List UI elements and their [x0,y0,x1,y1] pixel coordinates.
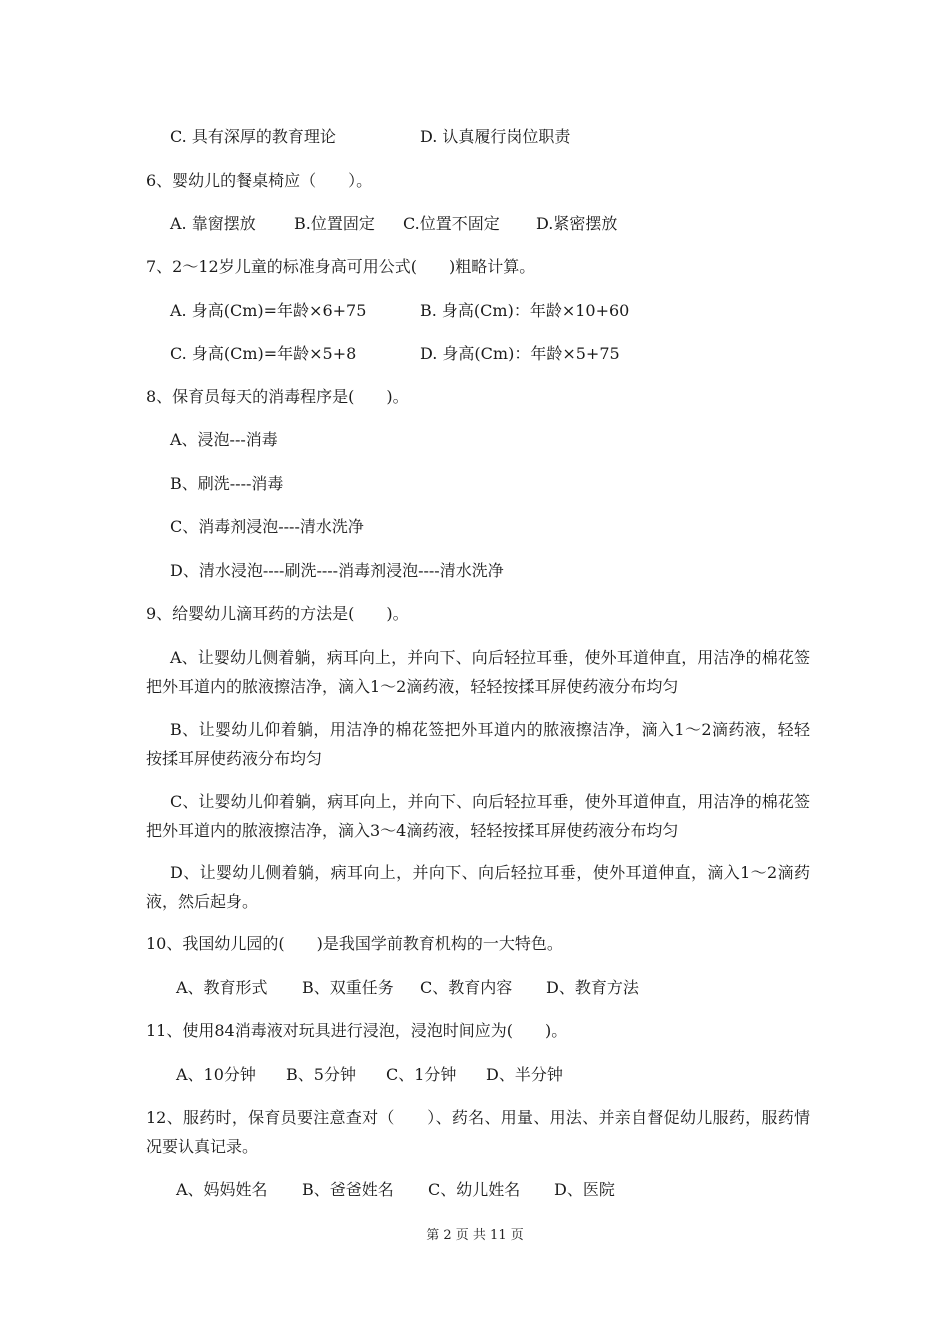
q12-option-d: D、医院 [554,1180,615,1199]
q10-option-b: B、双重任务 [302,978,394,997]
q6-option-a: A. 靠窗摆放 [170,214,256,233]
q9-option-a: A、让婴幼儿侧着躺，病耳向上，并向下、向后轻拉耳垂，使外耳道伸直，用洁净的棉花签把外耳道内的脓液擦洁净，滴入1～2滴药液，轻轻按揉耳屏使药液分布均匀 [146,648,810,696]
q11-option-d: D、半分钟 [486,1065,563,1084]
q6-stem: 6、婴幼儿的餐桌椅应（ ）。 [146,171,373,190]
page-footer: 第 2 页 共 11 页 [426,1228,524,1243]
q6-option-b: B.位置固定 [294,214,375,233]
q5-option-c: C. 具有深厚的教育理论 [170,127,336,146]
q5-option-d: D. 认真履行岗位职责 [420,127,571,146]
q11-stem: 11、使用84消毒液对玩具进行浸泡，浸泡时间应为( )。 [146,1021,568,1040]
q6-option-c: C.位置不固定 [403,214,500,233]
q8-option-b: B、刷洗----消毒 [170,474,284,493]
q8-option-a: A、浸泡---消毒 [170,430,278,449]
q10-option-a: A、教育形式 [176,978,268,997]
q8-option-c: C、消毒剂浸泡----清水洗净 [170,517,364,536]
q11-option-b: B、5分钟 [286,1065,356,1084]
q9-option-d: D、让婴幼儿侧着躺，病耳向上，并向下、向后轻拉耳垂，使外耳道伸直，滴入1～2滴药液，然后起身。 [146,863,810,911]
q10-stem: 10、我国幼儿园的( )是我国学前教育机构的一大特色。 [146,934,563,953]
q7-stem: 7、2～12岁儿童的标准身高可用公式( )粗略计算。 [146,257,536,276]
q9-option-c: C、让婴幼儿仰着躺，病耳向上，并向下、向后轻拉耳垂，使外耳道伸直，用洁净的棉花签把外耳道内的脓液擦洁净，滴入3～4滴药液，轻轻按揉耳屏使药液分布均匀 [146,792,810,840]
q7-option-c: C. 身高(Cm)=年龄×5+8 [170,344,357,363]
q8-option-d: D、清水浸泡----刷洗----消毒剂浸泡----清水洗净 [170,561,504,580]
q7-option-d: D. 身高(Cm)：年龄×5+75 [420,344,620,363]
q7-option-b: B. 身高(Cm)：年龄×10+60 [420,301,630,320]
q10-option-c: C、教育内容 [420,978,513,997]
q10-option-d: D、教育方法 [546,978,639,997]
q12-option-b: B、爸爸姓名 [302,1180,394,1199]
q9-stem: 9、给婴幼儿滴耳药的方法是( )。 [146,604,409,623]
q12-option-a: A、妈妈姓名 [176,1180,268,1199]
q8-stem: 8、保育员每天的消毒程序是( )。 [146,387,409,406]
q7-option-a: A. 身高(Cm)=年龄×6+75 [170,301,367,320]
q12-option-c: C、幼儿姓名 [428,1180,521,1199]
q11-option-c: C、1分钟 [386,1065,457,1084]
q12-stem: 12、服药时，保育员要注意查对（ ）、药名、用量、用法、并亲自督促幼儿服药，服药情况要认真记录。 [146,1108,810,1156]
q6-option-d: D.紧密摆放 [536,214,618,233]
q11-option-a: A、10分钟 [176,1065,256,1084]
q9-option-b: B、让婴幼儿仰着躺，用洁净的棉花签把外耳道内的脓液擦洁净，滴入1～2滴药液，轻轻按揉耳屏使药液分布均匀 [146,720,810,768]
